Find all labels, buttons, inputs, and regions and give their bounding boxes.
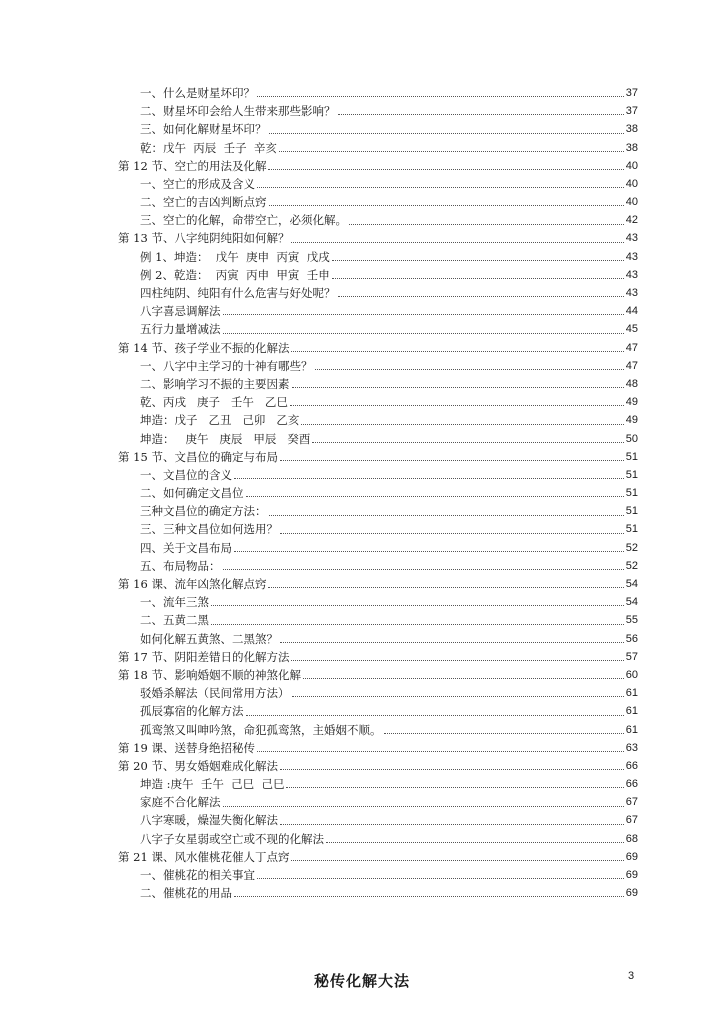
toc-dot-leader: [292, 386, 624, 388]
toc-entry-title: 第 16 课、流年凶煞化解点窍: [118, 577, 267, 592]
toc-section-entry[interactable]: [118, 866, 638, 884]
toc-dot-leader: [303, 677, 624, 679]
toc-entry-page-number: 40: [625, 196, 638, 209]
toc-entry-page-number: 40: [625, 177, 638, 190]
toc-section-entry[interactable]: [118, 812, 638, 830]
table-of-contents: [118, 84, 638, 902]
footer-book-title: 秘传化解大法: [313, 972, 410, 990]
toc-entry-title: 家庭不合化解法: [140, 795, 221, 810]
toc-section-entry[interactable]: [118, 502, 638, 520]
toc-section-entry[interactable]: [118, 193, 638, 211]
toc-entry-page-number: 66: [625, 778, 638, 791]
toc-entry-title: 第 19 课、送替身绝招秘传: [118, 740, 255, 755]
toc-entry-title: 第 17 节、阴阳差错日的化解方法: [118, 649, 290, 664]
toc-entry-title: 驳婚杀解法（民间常用方法）: [140, 686, 290, 701]
toc-dot-leader: [234, 550, 624, 552]
toc-section-entry[interactable]: [118, 357, 638, 375]
toc-dot-leader: [301, 423, 623, 425]
toc-entry-page-number: 47: [625, 359, 638, 372]
toc-entry-page-number: 44: [625, 305, 638, 318]
toc-section-entry[interactable]: [118, 884, 638, 902]
toc-entry-title: 二、空亡的吉凶判断点窍: [140, 195, 267, 210]
toc-section-entry[interactable]: [118, 684, 638, 702]
toc-section-entry[interactable]: [118, 175, 638, 193]
toc-entry-page-number: 52: [625, 541, 638, 554]
toc-entry-title: 二、五黄二黑: [140, 613, 209, 628]
toc-section-entry[interactable]: [118, 393, 638, 411]
toc-entry-title: 第 18 节、影响婚姻不顺的神煞化解: [118, 667, 301, 682]
toc-entry-page-number: 66: [625, 759, 638, 772]
toc-dot-leader: [280, 768, 624, 770]
toc-entry-title: 第 12 节、空亡的用法及化解: [118, 158, 267, 173]
toc-chapter-entry[interactable]: [118, 648, 638, 666]
toc-section-entry[interactable]: [118, 284, 638, 302]
toc-entry-page-number: 43: [625, 232, 638, 245]
toc-dot-leader: [349, 223, 624, 225]
toc-entry-title: 坤造： 庚午 庚辰 甲辰 癸酉: [140, 431, 311, 446]
toc-entry-page-number: 52: [625, 559, 638, 572]
toc-dot-leader: [292, 695, 624, 697]
toc-entry-title: 如何化解五黄煞、二黑煞？: [140, 631, 278, 646]
toc-entry-title: 一、八字中主学习的十神有哪些？: [140, 358, 313, 373]
toc-dot-leader: [246, 495, 624, 497]
toc-entry-title: 乾：戊午 丙辰 壬子 辛亥: [140, 140, 277, 155]
toc-entry-page-number: 37: [625, 86, 638, 99]
toc-section-entry[interactable]: [118, 430, 638, 448]
toc-entry-page-number: 37: [625, 105, 638, 118]
toc-entry-page-number: 38: [625, 123, 638, 136]
toc-dot-leader: [332, 259, 624, 261]
toc-dot-leader: [291, 350, 623, 352]
toc-entry-title: 第 20 节、男女婚姻难成化解法: [118, 758, 278, 773]
toc-dot-leader: [279, 150, 624, 152]
toc-section-entry[interactable]: [118, 793, 638, 811]
toc-entry-page-number: 49: [625, 396, 638, 409]
toc-entry-page-number: 56: [625, 632, 638, 645]
toc-entry-title: 八字喜忌调解法: [140, 304, 221, 319]
toc-section-entry[interactable]: [118, 521, 638, 539]
toc-entry-title: 八字寒暖，燥湿失衡化解法: [140, 813, 278, 828]
toc-dot-leader: [280, 641, 624, 643]
toc-dot-leader: [234, 477, 624, 479]
toc-entry-page-number: 67: [625, 796, 638, 809]
toc-dot-leader: [291, 659, 623, 661]
toc-entry-page-number: 54: [625, 578, 638, 591]
toc-entry-title: 五行力量增减法: [140, 322, 221, 337]
toc-entry-title: 孤鸾煞又叫呻吟煞，命犯孤鸾煞，主婚姻不顺。: [140, 722, 382, 737]
toc-section-entry[interactable]: [118, 557, 638, 575]
toc-dot-leader: [223, 313, 624, 315]
toc-dot-leader: [246, 714, 624, 716]
toc-entry-page-number: 51: [625, 505, 638, 518]
toc-entry-title: 例 1、坤造： 戊午 庚申 丙寅 戊戌: [140, 249, 330, 264]
toc-entry-title: 三种文昌位的确定方法：: [140, 504, 267, 519]
toc-section-entry[interactable]: [118, 630, 638, 648]
toc-dot-leader: [326, 841, 624, 843]
toc-entry-page-number: 55: [625, 614, 638, 627]
toc-section-entry[interactable]: [118, 484, 638, 502]
toc-entry-page-number: 43: [625, 250, 638, 263]
toc-section-entry[interactable]: [118, 411, 638, 429]
toc-entry-page-number: 38: [625, 141, 638, 154]
toc-dot-leader: [257, 95, 624, 97]
toc-entry-title: 一、空亡的形成及含义: [140, 176, 255, 191]
toc-entry-page-number: 68: [625, 832, 638, 845]
toc-dot-leader: [268, 168, 623, 170]
toc-entry-title: 坤造：戊子 乙丑 己卯 乙亥: [140, 413, 300, 428]
toc-entry-title: 四、关于文昌布局: [140, 540, 232, 555]
toc-section-entry[interactable]: [118, 120, 638, 138]
toc-entry-page-number: 45: [625, 323, 638, 336]
toc-dot-leader: [257, 877, 624, 879]
toc-entry-title: 第 14 节、孩子学业不振的化解法: [118, 340, 290, 355]
toc-entry-title: 三、三种文昌位如何选用？: [140, 522, 278, 537]
toc-entry-title: 一、催桃花的相关事宜: [140, 868, 255, 883]
toc-section-entry[interactable]: [118, 593, 638, 611]
toc-section-entry[interactable]: [118, 302, 638, 320]
toc-entry-title: 八字子女星弱或空亡或不现的化解法: [140, 831, 324, 846]
toc-entry-title: 一、什么是财星坏印？: [140, 85, 255, 100]
toc-dot-leader: [268, 586, 623, 588]
toc-dot-leader: [280, 459, 624, 461]
toc-entry-page-number: 63: [625, 741, 638, 754]
footer-page-number: 3: [628, 970, 635, 982]
toc-dot-leader: [280, 532, 624, 534]
toc-dot-leader: [211, 623, 624, 625]
toc-dot-leader: [223, 805, 624, 807]
toc-chapter-entry[interactable]: [118, 339, 638, 357]
toc-entry-page-number: 57: [625, 650, 638, 663]
toc-entry-title: 二、如何确定文昌位: [140, 486, 244, 501]
toc-entry-title: 一、流年三煞: [140, 595, 209, 610]
toc-dot-leader: [338, 295, 624, 297]
toc-entry-page-number: 51: [625, 468, 638, 481]
toc-entry-page-number: 51: [625, 523, 638, 536]
toc-chapter-entry[interactable]: [118, 757, 638, 775]
toc-dot-leader: [286, 786, 623, 788]
toc-dot-leader: [223, 332, 624, 334]
toc-section-entry[interactable]: [118, 539, 638, 557]
toc-entry-title: 三、如何化解财星坏印？: [140, 122, 267, 137]
toc-chapter-entry[interactable]: [118, 739, 638, 757]
toc-dot-leader: [234, 895, 624, 897]
toc-section-entry[interactable]: [118, 102, 638, 120]
toc-entry-page-number: 43: [625, 268, 638, 281]
toc-dot-leader: [211, 604, 624, 606]
toc-section-entry[interactable]: [118, 830, 638, 848]
toc-entry-title: 三、空亡的化解，命带空亡，必须化解。: [140, 213, 347, 228]
toc-dot-leader: [269, 204, 624, 206]
toc-section-entry[interactable]: [118, 775, 638, 793]
toc-entry-title: 乾、丙戌 庚子 壬午 乙巳: [140, 395, 288, 410]
toc-entry-title: 第 21 课、风水催桃花催人丁点窍: [118, 849, 290, 864]
toc-dot-leader: [291, 859, 623, 861]
toc-section-entry[interactable]: [118, 139, 638, 157]
toc-chapter-entry[interactable]: [118, 157, 638, 175]
toc-dot-leader: [257, 186, 624, 188]
toc-entry-title: 二、催桃花的用品: [140, 886, 232, 901]
toc-entry-page-number: 61: [625, 687, 638, 700]
toc-entry-page-number: 69: [625, 850, 638, 863]
toc-section-entry[interactable]: [118, 211, 638, 229]
toc-entry-page-number: 61: [625, 723, 638, 736]
toc-entry-page-number: 43: [625, 287, 638, 300]
toc-dot-leader: [332, 277, 624, 279]
toc-dot-leader: [315, 368, 624, 370]
toc-entry-page-number: 49: [625, 414, 638, 427]
toc-entry-page-number: 48: [625, 377, 638, 390]
toc-entry-page-number: 42: [625, 214, 638, 227]
toc-section-entry[interactable]: [118, 702, 638, 720]
toc-entry-title: 坤造 :庚午 壬午 己巳 己巳: [140, 777, 285, 792]
toc-entry-title: 例 2、乾造： 丙寅 丙申 甲寅 壬申: [140, 267, 330, 282]
toc-dot-leader: [223, 568, 624, 570]
toc-entry-page-number: 67: [625, 814, 638, 827]
toc-dot-leader: [269, 514, 624, 516]
toc-dot-leader: [257, 750, 624, 752]
toc-dot-leader: [312, 441, 623, 443]
toc-chapter-entry[interactable]: [118, 448, 638, 466]
toc-section-entry[interactable]: [118, 611, 638, 629]
toc-entry-title: 五、布局物品：: [140, 558, 221, 573]
toc-entry-page-number: 50: [625, 432, 638, 445]
toc-dot-leader: [384, 732, 624, 734]
toc-chapter-entry[interactable]: [118, 575, 638, 593]
toc-section-entry[interactable]: [118, 320, 638, 338]
toc-entry-page-number: 61: [625, 705, 638, 718]
toc-section-entry[interactable]: [118, 84, 638, 102]
toc-entry-page-number: 51: [625, 450, 638, 463]
toc-entry-title: 四柱纯阴、纯阳有什么危害与好处呢？: [140, 286, 336, 301]
toc-dot-leader: [291, 241, 623, 243]
toc-entry-page-number: 51: [625, 487, 638, 500]
toc-entry-page-number: 69: [625, 887, 638, 900]
toc-entry-page-number: 54: [625, 596, 638, 609]
toc-dot-leader: [280, 823, 624, 825]
toc-chapter-entry[interactable]: [118, 230, 638, 248]
toc-chapter-entry[interactable]: [118, 666, 638, 684]
toc-entry-page-number: 69: [625, 869, 638, 882]
toc-entry-page-number: 60: [625, 668, 638, 681]
toc-entry-title: 第 15 节、文昌位的确定与布局: [118, 449, 278, 464]
toc-entry-title: 第 13 节、八字纯阴纯阳如何解？: [118, 231, 290, 246]
toc-dot-leader: [290, 404, 624, 406]
toc-entry-title: 二、财星坏印会给人生带来那些影响？: [140, 104, 336, 119]
toc-section-entry[interactable]: [118, 266, 638, 284]
toc-entry-title: 二、影响学习不振的主要因素: [140, 376, 290, 391]
toc-section-entry[interactable]: [118, 375, 638, 393]
toc-entry-page-number: 40: [625, 159, 638, 172]
toc-section-entry[interactable]: [118, 721, 638, 739]
toc-section-entry[interactable]: [118, 466, 638, 484]
toc-entry-title: 一、文昌位的含义: [140, 467, 232, 482]
toc-dot-leader: [338, 113, 624, 115]
toc-entry-page-number: 47: [625, 341, 638, 354]
toc-dot-leader: [269, 132, 624, 134]
toc-entry-title: 孤辰寡宿的化解方法: [140, 704, 244, 719]
toc-chapter-entry[interactable]: [118, 848, 638, 866]
toc-section-entry[interactable]: [118, 248, 638, 266]
